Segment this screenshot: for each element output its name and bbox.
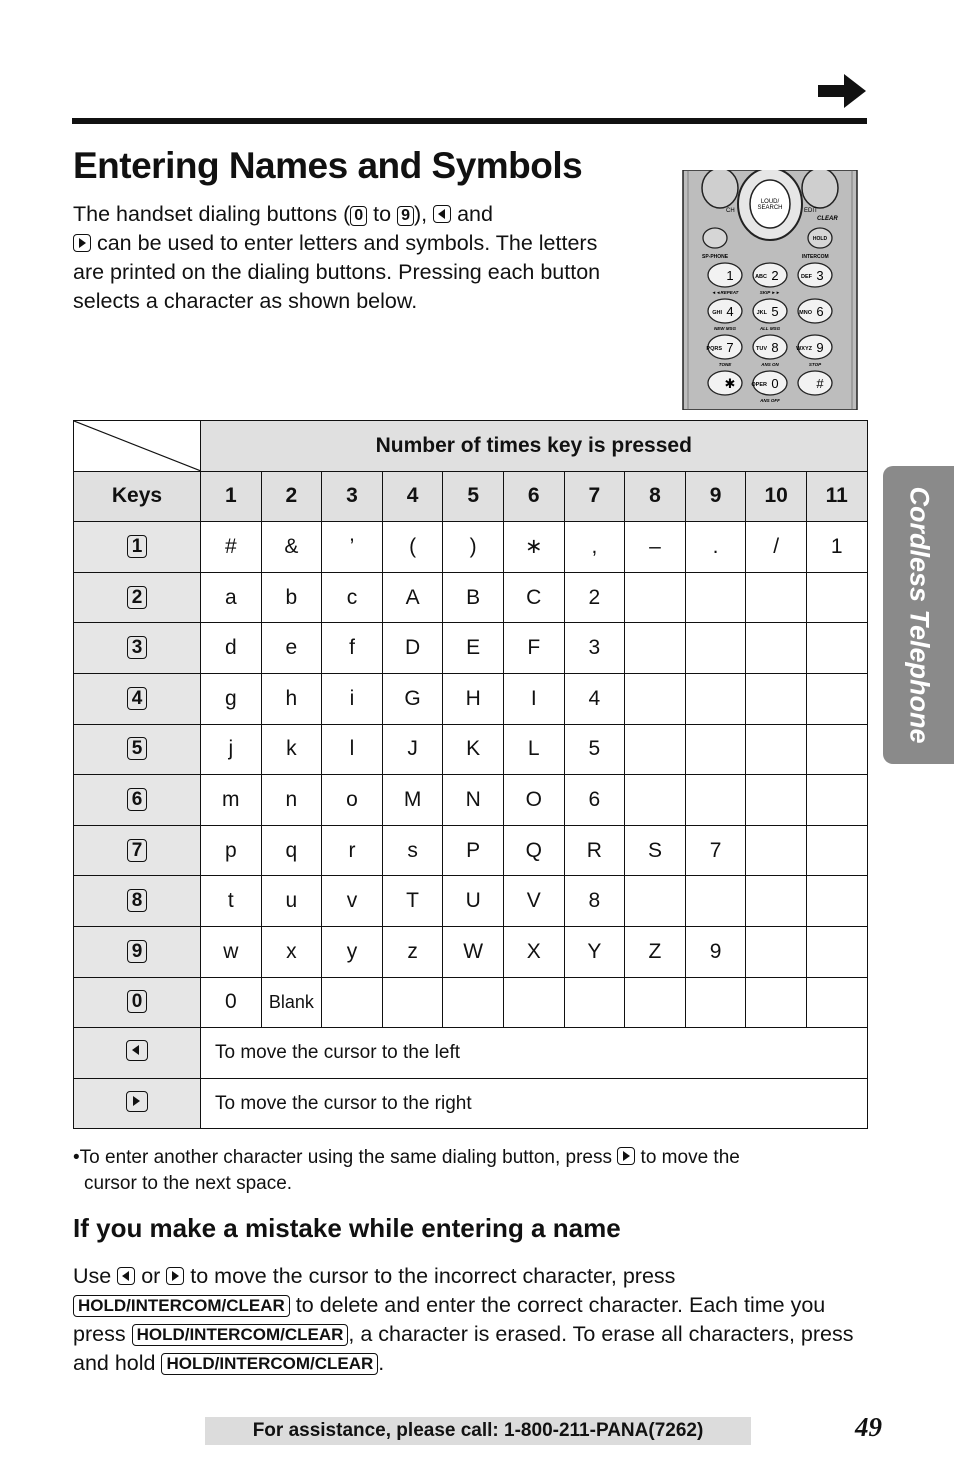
character-cell: A	[382, 572, 443, 623]
character-cell	[806, 825, 867, 876]
column-header: 3	[322, 471, 383, 522]
key-8-icon: 8	[127, 889, 148, 912]
phone-edit-label: EDIT	[804, 208, 818, 214]
phone-key-sublabel: ◄◄REPEAT	[711, 290, 739, 295]
table-row	[74, 522, 868, 573]
character-cell	[746, 724, 807, 775]
right-arrow-key-icon	[73, 234, 91, 252]
phone-ch-label: CH	[726, 208, 735, 214]
table-row	[74, 673, 868, 724]
cursor-left-description: To move the cursor to the left	[201, 1028, 868, 1079]
character-cell: r	[322, 825, 383, 876]
phone-key-sublabel: ALL MSG	[759, 326, 781, 331]
character-cell	[806, 572, 867, 623]
key-cell	[74, 522, 201, 573]
left-arrow-key-icon	[433, 205, 451, 223]
character-cell: P	[443, 825, 504, 876]
key-5-icon: 5	[127, 737, 148, 760]
character-cell: c	[322, 572, 383, 623]
character-cell: 1	[806, 522, 867, 573]
note-paragraph	[73, 1145, 873, 1197]
character-cell: Z	[625, 926, 686, 977]
character-cell: t	[201, 876, 262, 927]
phone-loud-label: LOUD/	[760, 199, 780, 205]
character-cell: x	[261, 926, 322, 977]
table-row	[74, 977, 868, 1028]
character-cell: C	[503, 572, 564, 623]
key-0-icon: 0	[350, 206, 367, 226]
column-header: 10	[746, 471, 807, 522]
character-cell: K	[443, 724, 504, 775]
key-cell	[74, 572, 201, 623]
phone-key-digit: 6	[816, 304, 824, 319]
character-cell: q	[261, 825, 322, 876]
phone-key-digit: 9	[816, 340, 824, 355]
character-cell: n	[261, 775, 322, 826]
phone-key-sublabel: SKIP ►►	[759, 290, 781, 295]
key-cell	[74, 876, 201, 927]
key-cell	[74, 724, 201, 775]
table-row	[74, 1078, 868, 1129]
key-cell	[74, 1078, 201, 1129]
character-cell: 9	[685, 926, 746, 977]
key-cell	[74, 775, 201, 826]
character-cell: 3	[564, 623, 625, 674]
column-header: 9	[685, 471, 746, 522]
phone-spphone-label: SP-PHONE	[702, 254, 729, 260]
character-cell	[564, 977, 625, 1028]
character-cell	[806, 876, 867, 927]
character-cell: )	[443, 522, 504, 573]
diagonal-line	[74, 421, 201, 471]
key-1-icon: 1	[127, 535, 148, 558]
character-cell: O	[503, 775, 564, 826]
intro-text-4: and	[451, 202, 493, 226]
character-cell: ’	[322, 522, 383, 573]
mistake-paragraph	[73, 1262, 873, 1378]
phone-key-sublabel: ANS OFF	[760, 398, 780, 403]
character-cell	[625, 572, 686, 623]
phone-key-digit: 5	[771, 304, 779, 319]
column-header: 2	[261, 471, 322, 522]
character-cell: i	[322, 673, 383, 724]
character-cell: M	[382, 775, 443, 826]
character-cell: Q	[503, 825, 564, 876]
character-table	[73, 420, 868, 1129]
key-cell	[74, 1028, 201, 1079]
character-cell: 8	[564, 876, 625, 927]
character-cell: V	[503, 876, 564, 927]
key-9-icon: 9	[397, 206, 414, 226]
character-cell: 7	[685, 825, 746, 876]
intro-text-3: ),	[414, 202, 434, 226]
table-row	[74, 876, 868, 927]
key-6-icon: 6	[127, 788, 148, 811]
key-9-icon: 9	[127, 940, 148, 963]
column-header: 11	[806, 471, 867, 522]
character-cell	[746, 977, 807, 1028]
mistake-text-1: Use	[73, 1264, 118, 1288]
section-side-tab	[883, 466, 954, 764]
phone-key-letters: ABC	[755, 274, 767, 280]
phone-key-letters: OPER	[751, 382, 767, 388]
note-bullet: •	[73, 1147, 80, 1168]
character-cell	[382, 977, 443, 1028]
phone-key-digit: #	[816, 376, 824, 391]
phone-key-letters: JKL	[756, 310, 767, 316]
phone-key-sublabel: ANS ON	[761, 362, 779, 367]
character-cell: a	[201, 572, 262, 623]
character-cell: s	[382, 825, 443, 876]
table-row	[74, 724, 868, 775]
key-4-icon: 4	[127, 687, 148, 710]
note-text-3: cursor to the next space.	[84, 1173, 293, 1194]
character-cell: &	[261, 522, 322, 573]
mistake-text-3: to move the cursor to the incorrect character, press	[184, 1264, 676, 1288]
intro-text-2: to	[367, 202, 398, 226]
character-cell	[685, 775, 746, 826]
key-cell	[74, 825, 201, 876]
column-header: 7	[564, 471, 625, 522]
mistake-text-5: , a character is erased. To erase all characters, press and hold	[73, 1322, 854, 1375]
hold-intercom-clear-button-label: HOLD/INTERCOM/CLEAR	[161, 1353, 378, 1375]
character-cell	[806, 977, 867, 1028]
hold-intercom-clear-button-label: HOLD/INTERCOM/CLEAR	[73, 1295, 290, 1317]
character-cell: #	[201, 522, 262, 573]
character-cell: 2	[564, 572, 625, 623]
character-cell	[503, 977, 564, 1028]
character-cell: U	[443, 876, 504, 927]
phone-key-digit: 0	[771, 376, 779, 391]
character-cell	[746, 673, 807, 724]
phone-key-letters: WXYZ	[796, 346, 812, 352]
character-cell: Blank	[261, 977, 322, 1028]
character-cell	[685, 724, 746, 775]
phone-key-letters: DEF	[801, 274, 812, 280]
character-cell: z	[382, 926, 443, 977]
character-cell: u	[261, 876, 322, 927]
character-cell: N	[443, 775, 504, 826]
phone-key-digit: ✱	[724, 376, 736, 391]
character-cell	[625, 775, 686, 826]
character-cell	[806, 775, 867, 826]
key-0-icon: 0	[127, 990, 148, 1013]
phone-key-letters: MNO	[799, 310, 812, 316]
character-cell: J	[382, 724, 443, 775]
mistake-text-6: .	[378, 1351, 385, 1375]
table-row	[74, 572, 868, 623]
mistake-text-2: or	[135, 1264, 167, 1288]
table-row	[74, 926, 868, 977]
intro-paragraph	[73, 200, 633, 316]
hold-intercom-clear-button-label: HOLD/INTERCOM/CLEAR	[132, 1324, 349, 1346]
table-header-label: Number of times key is pressed	[201, 421, 868, 472]
character-cell: T	[382, 876, 443, 927]
column-header: 6	[503, 471, 564, 522]
character-cell	[625, 623, 686, 674]
character-cell	[746, 926, 807, 977]
character-cell	[685, 673, 746, 724]
column-header: 5	[443, 471, 504, 522]
character-cell: m	[201, 775, 262, 826]
character-cell: .	[685, 522, 746, 573]
character-cell: F	[503, 623, 564, 674]
character-cell	[685, 876, 746, 927]
note-text-1: To enter another character using the same dialing button, press	[79, 1147, 618, 1168]
character-cell	[443, 977, 504, 1028]
character-cell: R	[564, 825, 625, 876]
intro-text-1: The handset dialing buttons (	[73, 202, 351, 226]
column-header: 4	[382, 471, 443, 522]
character-cell	[806, 673, 867, 724]
character-cell: (	[382, 522, 443, 573]
character-cell: –	[625, 522, 686, 573]
character-cell: D	[382, 623, 443, 674]
character-cell	[625, 876, 686, 927]
phone-hold-label: HOLD	[812, 236, 828, 242]
table-row	[74, 825, 868, 876]
character-cell: I	[503, 673, 564, 724]
character-cell: H	[443, 673, 504, 724]
phone-key	[798, 371, 832, 395]
character-cell: y	[322, 926, 383, 977]
character-cell: E	[443, 623, 504, 674]
left-arrow-key-icon	[126, 1040, 148, 1061]
column-header: 1	[201, 471, 262, 522]
character-cell: /	[746, 522, 807, 573]
page-number: 49	[855, 1412, 882, 1442]
character-cell: S	[625, 825, 686, 876]
right-arrow-key-icon	[617, 1147, 635, 1165]
phone-key-sublabel: STOP	[808, 362, 822, 367]
character-cell: k	[261, 724, 322, 775]
header-rule	[72, 118, 867, 124]
phone-key-digit: 4	[726, 304, 734, 319]
phone-key-letters: GHI	[712, 310, 722, 316]
character-cell: ∗	[503, 522, 564, 573]
handset-keypad-illustration	[680, 170, 860, 410]
right-arrow-key-icon	[126, 1091, 148, 1112]
character-cell: e	[261, 623, 322, 674]
character-cell	[806, 926, 867, 977]
character-cell: G	[382, 673, 443, 724]
section-heading: If you make a mistake while entering a name	[73, 1213, 621, 1243]
character-cell: l	[322, 724, 383, 775]
key-7-icon: 7	[127, 839, 148, 862]
phone-key-letters: TUV	[756, 346, 767, 352]
character-cell: f	[322, 623, 383, 674]
phone-key-sublabel: TONE	[718, 362, 732, 367]
key-cell	[74, 623, 201, 674]
phone-key-digit: 8	[771, 340, 779, 355]
character-cell: X	[503, 926, 564, 977]
right-arrow-key-icon	[166, 1267, 184, 1285]
character-cell	[685, 572, 746, 623]
character-cell: Y	[564, 926, 625, 977]
cursor-right-description: To move the cursor to the right	[201, 1078, 868, 1129]
character-cell: B	[443, 572, 504, 623]
phone-key-letters: PQRS	[706, 346, 722, 352]
character-cell: h	[261, 673, 322, 724]
intro-text-5: can be used to enter letters and symbols. The letters are printed on the dialing buttons. Pressing each button selects a character as shown below.	[73, 231, 601, 313]
phone-key-digit: 2	[771, 268, 779, 283]
note-text-2: to move the	[635, 1147, 740, 1168]
phone-key-digit: 1	[726, 268, 734, 283]
keys-column-header: Keys	[74, 471, 201, 522]
table-body	[74, 522, 868, 1129]
assistance-footer: For assistance, please call: 1-800-211-PANA(7262)	[205, 1417, 751, 1445]
character-cell	[685, 623, 746, 674]
key-cell	[74, 673, 201, 724]
table-row	[74, 775, 868, 826]
table-corner-cell	[74, 421, 201, 472]
table-row	[74, 623, 868, 674]
character-cell	[746, 572, 807, 623]
character-cell	[806, 623, 867, 674]
phone-key-sublabel: NEW MSG	[714, 326, 736, 331]
phone-key-digit: 3	[816, 268, 824, 283]
character-cell: o	[322, 775, 383, 826]
character-cell	[625, 724, 686, 775]
character-cell: j	[201, 724, 262, 775]
key-3-icon: 3	[127, 636, 148, 659]
next-page-arrow-icon	[818, 74, 866, 108]
key-2-icon: 2	[127, 586, 148, 609]
page-title: Entering Names and Symbols	[73, 145, 583, 186]
character-cell: g	[201, 673, 262, 724]
character-cell: W	[443, 926, 504, 977]
character-cell: L	[503, 724, 564, 775]
character-cell: d	[201, 623, 262, 674]
side-tab-label: Cordless Telephone	[904, 486, 934, 744]
character-cell	[746, 876, 807, 927]
character-cell	[322, 977, 383, 1028]
character-cell	[625, 977, 686, 1028]
phone-key-digit: 7	[726, 340, 734, 355]
character-cell: w	[201, 926, 262, 977]
character-cell: ,	[564, 522, 625, 573]
left-arrow-key-icon	[117, 1267, 135, 1285]
character-cell: b	[261, 572, 322, 623]
character-cell	[746, 775, 807, 826]
column-header: 8	[625, 471, 686, 522]
character-cell: 5	[564, 724, 625, 775]
character-cell: 6	[564, 775, 625, 826]
phone-clear-label: CLEAR	[817, 216, 838, 222]
key-cell	[74, 977, 201, 1028]
character-cell: 4	[564, 673, 625, 724]
phone-key	[708, 263, 742, 287]
phone-search-label: SEARCH	[757, 205, 783, 211]
character-cell	[746, 623, 807, 674]
character-cell	[806, 724, 867, 775]
character-cell	[625, 673, 686, 724]
character-cell	[685, 977, 746, 1028]
mistake-text-4: to delete and enter the correct character. Each time you press	[73, 1293, 826, 1346]
character-cell	[746, 825, 807, 876]
phone-intercom-label: INTERCOM	[802, 254, 829, 260]
character-cell: 0	[201, 977, 262, 1028]
character-cell: p	[201, 825, 262, 876]
character-cell: v	[322, 876, 383, 927]
key-cell	[74, 926, 201, 977]
table-row	[74, 1028, 868, 1079]
